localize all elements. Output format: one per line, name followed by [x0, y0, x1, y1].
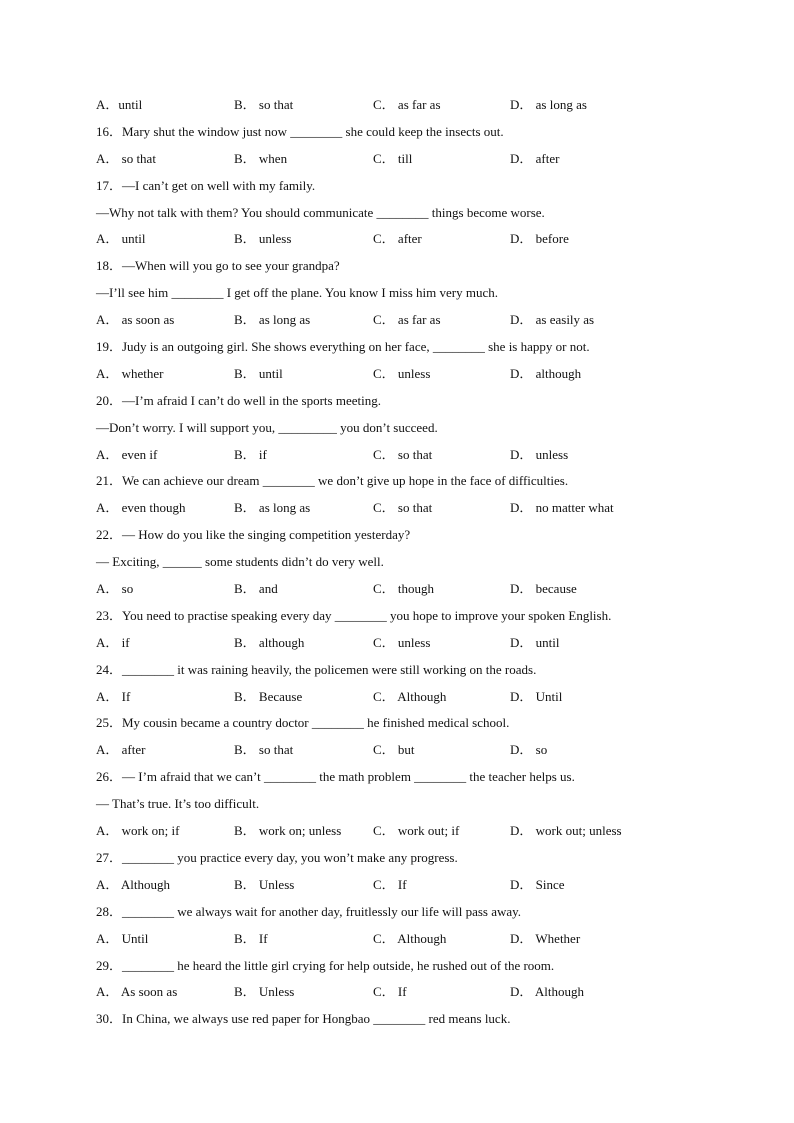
- option-b[interactable]: B． unless: [234, 231, 292, 247]
- option-a[interactable]: A． if: [96, 634, 130, 650]
- option-a[interactable]: A． As soon as: [96, 984, 178, 1000]
- option-c[interactable]: C． Although: [373, 688, 447, 704]
- option-c[interactable]: C． so that: [373, 500, 433, 516]
- option-a[interactable]: A． even if: [96, 446, 158, 462]
- option-d[interactable]: D． as long as: [510, 97, 587, 112]
- question-16: 16．Mary shut the window just now ________ she could keep the insects out.: [96, 123, 504, 139]
- question-25: 25．My cousin became a country doctor ________ he finished medical school.: [96, 715, 510, 731]
- option-d[interactable]: D． because: [510, 581, 577, 597]
- option-d[interactable]: D． until: [510, 634, 560, 650]
- option-b[interactable]: B． as long as: [234, 312, 311, 328]
- option-b[interactable]: B． although: [234, 634, 305, 650]
- option-b[interactable]: B． Because: [234, 688, 303, 704]
- option-a[interactable]: A． Until: [96, 930, 149, 946]
- option-b[interactable]: B． as long as: [234, 500, 311, 516]
- question-30: 30．In China, we always use red paper for Hongbao ________ red means luck.: [96, 1011, 511, 1027]
- option-b[interactable]: B． work on; unless: [234, 823, 342, 839]
- question-20: 20．—I’m afraid I can’t do well in the sports meeting.: [96, 392, 381, 408]
- option-b[interactable]: B． until: [234, 365, 283, 381]
- options-row: [96, 498, 736, 525]
- option-d[interactable]: D． after: [510, 150, 560, 166]
- options-row: [96, 149, 736, 176]
- option-a[interactable]: A． If: [96, 688, 131, 704]
- option-d[interactable]: D． although: [510, 365, 582, 381]
- options-row: [96, 740, 736, 767]
- option-b[interactable]: B． Unless: [234, 984, 295, 1000]
- option-c[interactable]: C． after: [373, 231, 422, 247]
- question-23: 23．You need to practise speaking every day ________ you hope to improve your spoken English.: [96, 607, 612, 623]
- option-d[interactable]: D． Whether: [510, 930, 581, 946]
- options-row: [96, 310, 736, 337]
- question-29: 29．________ he heard the little girl crying for help outside, he rushed out of the room.: [96, 957, 555, 973]
- option-a[interactable]: A． until: [96, 231, 146, 247]
- question-28: 28．________ we always wait for another day, fruitlessly our life will pass away.: [96, 903, 522, 919]
- question-20-reply: —Don’t worry. I will support you, _________ you don’t succeed.: [96, 419, 438, 435]
- option-c[interactable]: C． If: [373, 876, 407, 892]
- option-c[interactable]: C． work out; if: [373, 823, 460, 839]
- option-b[interactable]: B． so that: [234, 97, 294, 112]
- question-21: 21．We can achieve our dream ________ we don’t give up hope in the face of difficulties.: [96, 473, 569, 489]
- option-d[interactable]: D． before: [510, 231, 569, 247]
- option-c[interactable]: C． as far as: [373, 312, 441, 328]
- option-b[interactable]: B． and: [234, 581, 278, 597]
- option-c[interactable]: C． so that: [373, 446, 433, 462]
- question-19: 19．Judy is an outgoing girl. She shows everything on her face, ________ she is happy or not.: [96, 339, 590, 355]
- options-row: [96, 579, 736, 606]
- option-d[interactable]: D． so: [510, 742, 548, 758]
- option-c[interactable]: C． though: [373, 581, 435, 597]
- option-a[interactable]: A． Although: [96, 876, 171, 892]
- option-a[interactable]: A． so that: [96, 150, 156, 166]
- option-a[interactable]: A． work on; if: [96, 823, 180, 839]
- option-c[interactable]: C． unless: [373, 365, 431, 381]
- question-18: 18．—When will you go to see your grandpa?: [96, 258, 340, 274]
- question-26: 26．— I’m afraid that we can’t ________ the math problem ________ the teacher helps us.: [96, 769, 575, 785]
- option-d[interactable]: D． Until: [510, 688, 563, 704]
- question-22-reply: — Exciting, ______ some students didn’t do very well.: [96, 554, 384, 570]
- question-27: 27．________ you practice every day, you won’t make any progress.: [96, 849, 458, 865]
- option-c[interactable]: C． but: [373, 742, 415, 758]
- question-22: 22．— How do you like the singing competition yesterday?: [96, 527, 411, 543]
- worksheet-page: [96, 95, 736, 1036]
- option-a[interactable]: A． after: [96, 742, 146, 758]
- option-c[interactable]: C． till: [373, 150, 413, 166]
- option-b[interactable]: B． if: [234, 446, 267, 462]
- option-d[interactable]: D． unless: [510, 446, 569, 462]
- option-a[interactable]: A． so: [96, 581, 134, 597]
- option-c[interactable]: C． If: [373, 984, 407, 1000]
- option-d[interactable]: D． no matter what: [510, 500, 614, 516]
- option-c[interactable]: C． Although: [373, 930, 447, 946]
- option-d[interactable]: D． Since: [510, 876, 565, 892]
- options-row: [96, 929, 736, 956]
- options-row: [96, 445, 736, 472]
- options-row: [96, 875, 736, 902]
- option-b[interactable]: B． If: [234, 930, 268, 946]
- question-24: 24．________ it was raining heavily, the policemen were still working on the roads.: [96, 661, 537, 677]
- option-d[interactable]: D． Although: [510, 984, 585, 1000]
- options-row: [96, 95, 736, 122]
- options-row: [96, 633, 736, 660]
- option-a[interactable]: A． as soon as: [96, 312, 175, 328]
- options-row: [96, 687, 736, 714]
- option-a[interactable]: A． whether: [96, 365, 164, 381]
- option-a[interactable]: A．until: [96, 97, 143, 112]
- option-c[interactable]: C． unless: [373, 634, 431, 650]
- question-17: 17．—I can’t get on well with my family.: [96, 177, 316, 193]
- option-b[interactable]: B． so that: [234, 742, 294, 758]
- question-17-reply: —Why not talk with them? You should communicate ________ things become worse.: [96, 204, 545, 220]
- question-26-reply: — That’s true. It’s too difficult.: [96, 796, 260, 812]
- option-c[interactable]: C． as far as: [373, 97, 441, 112]
- options-row: [96, 364, 736, 391]
- question-18-reply: —I’ll see him ________ I get off the plane. You know I miss him very much.: [96, 285, 498, 301]
- options-row: [96, 982, 736, 1009]
- option-d[interactable]: D． as easily as: [510, 312, 595, 328]
- option-d[interactable]: D． work out; unless: [510, 823, 622, 839]
- options-row: [96, 821, 736, 848]
- option-a[interactable]: A． even though: [96, 500, 186, 516]
- options-row: [96, 229, 736, 256]
- option-b[interactable]: B． Unless: [234, 876, 295, 892]
- option-b[interactable]: B． when: [234, 150, 288, 166]
